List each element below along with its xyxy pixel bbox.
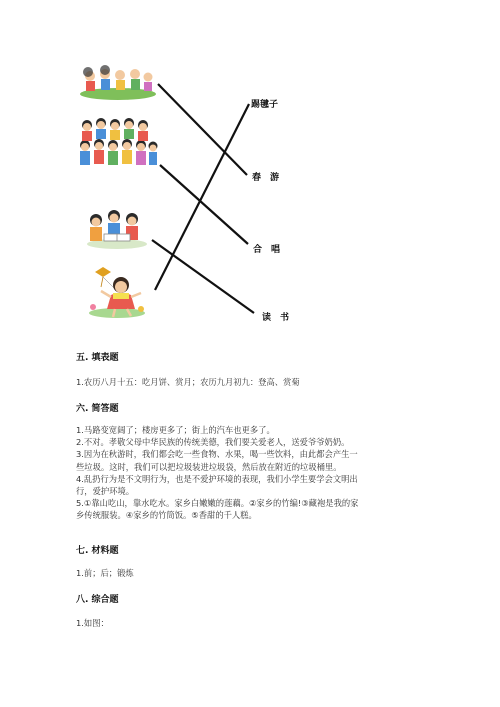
answer-line: 4.乱扔行为是不文明行为，也是不爱护环境的表现，我们小学生要学会文明出: [76, 473, 358, 484]
answer-line: 1.如图：: [76, 618, 109, 628]
answer-line: 1.马路变宽阔了；楼房更多了；街上的汽车也更多了。: [76, 425, 275, 435]
answer-line: 3.因为在秋游时，我们都会吃一些食物、水果，喝一些饮料，由此都会产生一: [76, 449, 358, 460]
line-picture3-to-dushu: [152, 240, 254, 313]
match-label-jianzi: 踢毽子: [251, 100, 279, 110]
match-label-hechang: 合 唱: [253, 245, 281, 255]
section-8-answers: [76, 617, 432, 629]
answer-line: 行，爱护环境。: [76, 486, 135, 497]
section-6-answers: [76, 424, 432, 522]
answer-line: 些垃圾。这时，我们可以把垃圾装进垃圾袋，然后放在附近的垃圾桶里。: [76, 461, 342, 472]
section-8-title: 八. 综合题: [76, 595, 119, 605]
line-picture1-to-chunyou: [158, 84, 247, 175]
section-5-title: 五. 填表题: [76, 353, 119, 363]
answer-line: 1.前；后；锻炼: [76, 568, 134, 578]
line-picture4-to-jianzi: [155, 104, 249, 290]
match-label-dushu: 读 书: [262, 313, 290, 323]
section-7-answers: [76, 567, 432, 579]
answer-line: 乡传统服装。④家乡的竹筒饭。⑤香甜的千人糕。: [76, 510, 257, 521]
answer-line: 2.不对。孝敬父母中华民族的传统美德，我们要关爱老人，送爱爷爷奶奶。: [76, 437, 350, 448]
match-label-chunyou: 春 游: [252, 173, 280, 183]
answer-line: 5.①靠山吃山，靠水吃水。家乡白嫩嫩的莲藕。②家乡的竹编!③藏袍是我的家: [76, 498, 359, 509]
section-6-title: 六. 简答题: [76, 404, 119, 414]
line-picture2-to-hechang: [160, 165, 248, 244]
section-7-title: 七. 材料题: [76, 546, 119, 556]
answer-line: 1.农历八月十五：吃月饼、赏月；农历九月初九：登高、赏菊: [76, 377, 300, 387]
section-5-answers: [76, 376, 432, 388]
